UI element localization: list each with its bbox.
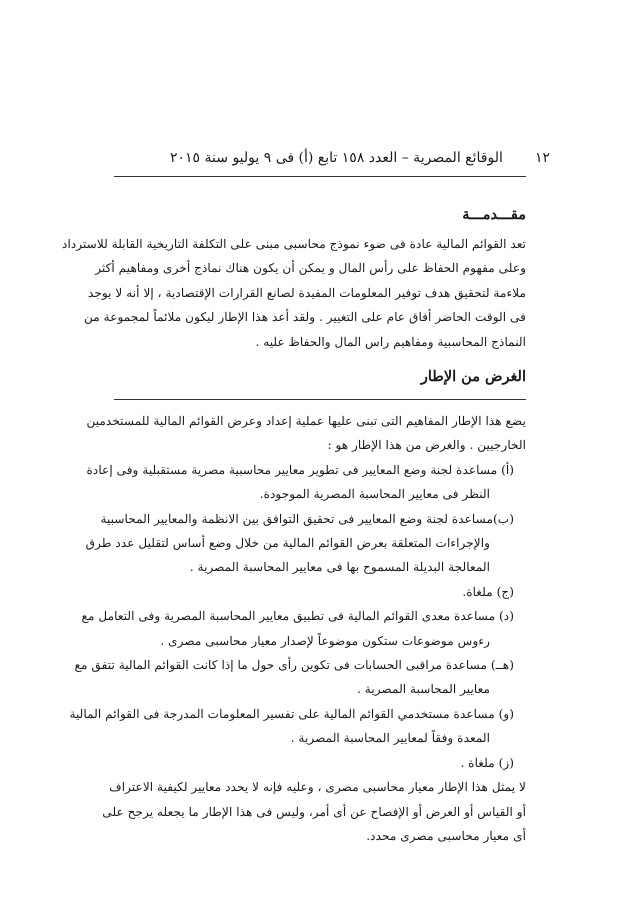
purpose-item: (ج) ملغاة.: [462, 584, 514, 599]
intro-paragraph: [62, 232, 526, 354]
purpose-item-continued: معايير المحاسبة المصرية .: [357, 682, 490, 697]
purpose-item: (هــ) مساعدة مراقبى الحسابات فى تكوين رأى حول ما إذا كانت القوائم المالية تتفق مع: [74, 658, 514, 673]
purpose-item: (د) مساعدة معدى القوائم المالية فى تطبيق معايير المحاسبة المصرية وفى التعامل مع: [81, 609, 514, 624]
purpose-item: (و) مساعدة مستخدمي القوائم المالية على تفسير المعلومات المدرجة فى القوائم المالية: [69, 706, 514, 721]
purpose-item: (ب)مساعدة لجنة وضع المعايير فى تحقيق التوافق بين الانظمة والمعايير المحاسبية: [100, 511, 514, 526]
intro-line: ملاءمة لتحقيق هدف توفير المعلومات المفيدة لصانع القرارات الإقتصادية ، إلا أنه لا يوجد: [87, 285, 526, 300]
intro-line: وعلى مفهوم الحفاظ على رأس المال و يمكن أن يكون هناك نماذج أخرى ومفاهيم أكثر: [95, 261, 526, 276]
running-title: الوقائع المصرية – العدد ١٥٨ تابع (أ) فى ٩ يوليو سنة ٢٠١٥: [170, 150, 503, 166]
purpose-item: (أ) مساعدة لجنة وضع المعايير فى تطوير معايير محاسبية مصرية مستقبلية وفى إعادة: [86, 462, 514, 477]
purpose-line: أى معيار محاسبى مصرى محدد.: [366, 828, 526, 843]
purpose-item-continued: والإجراءات المتعلقة بعرض القوائم المالية من خلال وضع أساس لتقليل عدد طرق: [85, 536, 490, 551]
intro-title: مقـــدمـــة: [462, 206, 526, 223]
purpose-item-continued: المعدة وفقاً لمعايير المحاسبة المصرية .: [290, 731, 490, 746]
purpose-line: يضع هذا الإطار المفاهيم التى تبنى عليها عملية إعداد وعرض القوائم المالية للمستخدمين: [86, 414, 526, 428]
intro-line: فى الوقت الحاضر أفاق عام على التغيير . ولقد أعد هذا الإطار ليكون ملائماً لمجموعة من: [84, 310, 526, 325]
purpose-item-continued: المعالجة البديلة المسموح بها فى معايير المحاسبة المصرية .: [189, 560, 490, 575]
purpose-title: الغرض من الإطار: [420, 368, 526, 385]
purpose-list: [69, 409, 526, 848]
page-header: [170, 146, 550, 170]
purpose-line: لا يمثل هذا الإطار معيار محاسبى مصرى ، وعليه فإنه لا يحدد معايير لكيفية الاعتراف: [109, 780, 526, 795]
page-number: ١٢: [534, 150, 550, 166]
purpose-item: (ز) ملغاة .: [460, 755, 514, 770]
purpose-line: الخارجيين . والغرض من هذا الإطار هو :: [327, 438, 526, 453]
purpose-item-continued: رءوس موضوعات ستكون موضوعاً لإصدار معيار محاسبى مصرى .: [160, 633, 490, 648]
header-rule: [114, 176, 526, 177]
intro-line: النماذج المحاسبية ومفاهيم راس المال والحفاظ عليه .: [255, 334, 526, 349]
purpose-line: أو القياس أو العرض أو الإفصاح عن أى أمر، وليس فى هذا الإطار ما يجعله يرجح على: [102, 804, 526, 819]
intro-line: تعد القوائم المالية عادة فى ضوء نموذج محاسبى مبنى على التكلفة التاريخية القابلة للاسترداد: [62, 237, 526, 251]
purpose-rule: [114, 399, 526, 400]
purpose-item-continued: النظر فى معايير المحاسبة المصرية الموجودة.: [259, 487, 490, 502]
